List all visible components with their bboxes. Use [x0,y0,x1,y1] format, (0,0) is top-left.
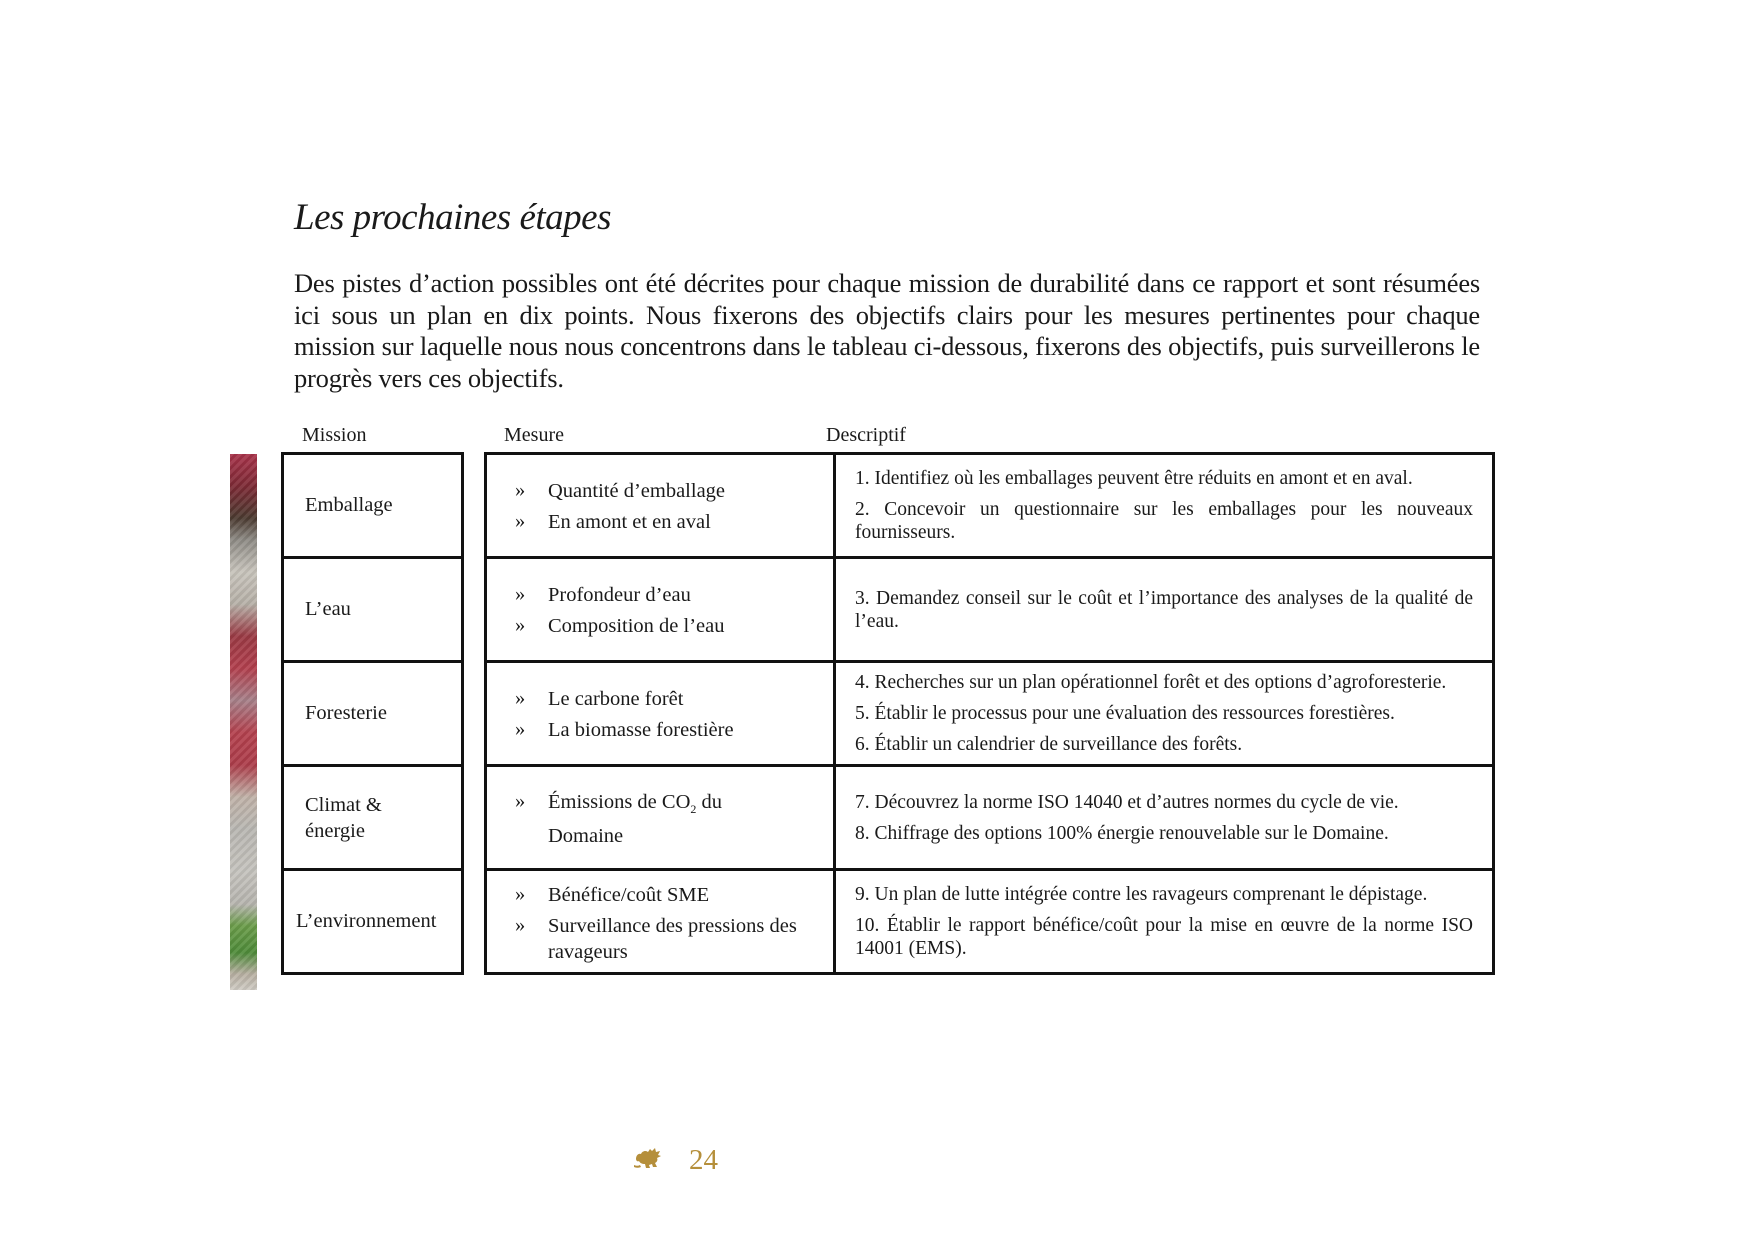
descriptif-item: 9. Un plan de lutte intégrée contre les ravageurs comprenant le dépistage. [855,884,1428,905]
mesure-text: Profondeur d’eau [548,583,691,606]
descriptif-item: 1. Identifiez où les emballages peuvent être réduits en amont et en aval. [855,468,1413,489]
mesure-item [515,579,833,610]
table-row [283,454,463,558]
subscript-two: 2 [690,802,697,817]
measures-table [484,452,1495,975]
mesure-cell [486,870,835,974]
mesure-text: Composition de l’eau [548,614,725,637]
mesure-item [515,879,833,910]
descriptif-item: 2. Concevoir un questionnaire sur les emballages pour les nouveaux fournisseurs. [855,499,1473,543]
mesure-item [515,786,833,848]
mesure-text-part: du Domaine [548,791,722,847]
table-row [486,558,1494,662]
mesure-text: Surveillance des pressions des ravageurs [548,914,797,963]
descriptif-cell [835,870,1494,974]
mesure-item [515,610,833,641]
descriptif-item: 7. Découvrez la norme ISO 14040 et d’autres normes du cycle de vie. [855,791,1399,813]
bullet-chevron-icon: » [515,686,526,709]
descriptif-item: 8. Chiffrage des options 100% énergie renouvelable sur le Domaine. [855,822,1389,844]
descriptif-cell [835,662,1494,766]
mesure-text: Bénéfice/coût SME [548,883,710,906]
mesure-text: En amont et en aval [548,510,711,533]
page-number: 24 [689,1144,718,1176]
mission-cell: Foresterie [283,662,463,766]
mesure-text [548,786,748,848]
mesure-text: La biomasse forestière [548,718,734,741]
bullet-chevron-icon: » [515,717,526,740]
descriptif-cell [835,558,1494,662]
mission-table [281,452,464,975]
mesure-item [515,910,833,965]
mission-cell: Emballage [283,454,463,558]
descriptif-item: 3. Demandez conseil sur le coût et l’importance des analyses de la qualité de l’eau. [855,587,1473,632]
bullet-chevron-icon: » [515,613,526,636]
mesure-item [515,683,833,714]
mesure-text: Le carbone forêt [548,687,684,710]
intro-paragraph: Des pistes d’action possibles ont été décrites pour chaque mission de durabilité dans ce rapport et sont résumées ici sous un plan en dix points. Nous fixerons des objectifs clairs pour les mesures pertinentes pour chaque mission sur laquelle nous nous concentrons dans le tableau ci-dessous, fixerons des objectifs, puis surveillerons le progrès vers ces objectifs. [294,268,1480,393]
mesure-item [515,506,833,537]
descriptif-cell [835,766,1494,870]
descriptif-cell [835,454,1494,558]
table-row [283,662,463,766]
mesure-cell [486,558,835,662]
descriptif-item: 4. Recherches sur un plan opérationnel forêt et des options d’agroforesterie. [855,672,1447,693]
mesure-item [515,475,833,506]
descriptif-item: 5. Établir le processus pour une évaluation des ressources forestières. [855,703,1395,724]
mesure-text: Quantité d’emballage [548,479,726,502]
table-row [283,870,463,974]
table-row [486,662,1494,766]
table-row [486,454,1494,558]
descriptif-item: 10. Établir le rapport bénéfice/coût pour la mise en œuvre de la norme ISO 14001 (EMS). [855,915,1473,959]
mission-cell-text: Climat & énergie [305,793,382,842]
table-row [486,766,1494,870]
column-header-mission: Mission [302,424,367,446]
mission-cell: L’environnement [283,870,463,974]
mesure-text-part: Émissions de CO [548,791,691,814]
lion-emblem-icon [632,1145,664,1177]
page-footer [632,1144,718,1177]
mesure-cell [486,662,835,766]
bullet-chevron-icon: » [515,582,526,605]
mesure-cell [486,454,835,558]
mission-cell: L’eau [283,558,463,662]
page-title: Les prochaines étapes [294,197,611,238]
bullet-chevron-icon: » [515,882,526,905]
descriptif-item: 6. Établir un calendrier de surveillance des forêts. [855,734,1243,755]
table-row [486,870,1494,974]
bullet-chevron-icon: » [515,478,526,501]
column-header-descriptif: Descriptif [826,424,906,446]
table-row [283,766,463,870]
mesure-item [515,714,833,745]
bullet-chevron-icon: » [515,509,526,532]
ivy-wall-photo [230,454,257,990]
bullet-chevron-icon: » [515,790,526,813]
mission-cell [283,766,463,870]
table-row [283,558,463,662]
bullet-chevron-icon: » [515,913,526,936]
mesure-cell [486,766,835,870]
column-header-mesure: Mesure [504,424,564,446]
